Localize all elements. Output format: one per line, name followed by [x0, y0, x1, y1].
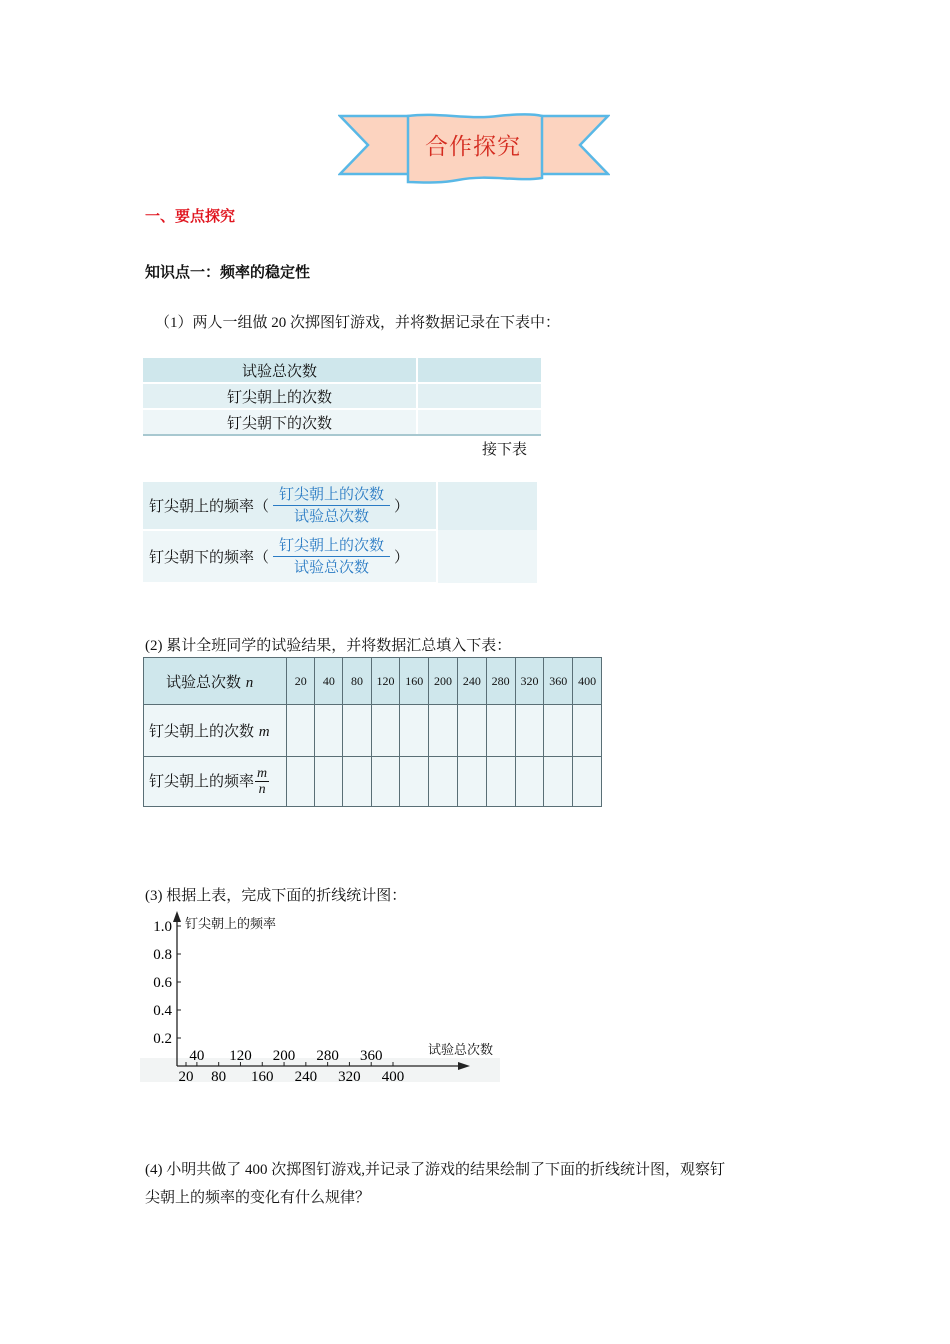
row-label: [144, 757, 287, 807]
table-row: [143, 358, 541, 383]
fraction-numerator: m: [257, 766, 268, 781]
empty-input-cell[interactable]: [457, 705, 486, 757]
frequency-fraction: [255, 766, 269, 797]
column-header: 20: [287, 658, 315, 705]
table-row: [143, 409, 541, 435]
x-tick-label-lower: 160: [251, 1069, 274, 1084]
x-tick-label-upper: 200: [272, 1048, 296, 1064]
empty-input-cell[interactable]: [287, 757, 315, 807]
empty-input-cell[interactable]: [486, 705, 515, 757]
header-label: 试验总次数: [166, 672, 242, 691]
question-3-text: (3) 根据上表，完成下面的折线统计图：: [145, 888, 407, 904]
empty-input-cell[interactable]: [457, 757, 486, 807]
empty-input-cell[interactable]: [515, 705, 544, 757]
column-header: 40: [315, 658, 343, 705]
y-tick-label: 0.6: [153, 975, 172, 991]
knowledge-point-heading: 知识点一：频率的稳定性: [145, 263, 311, 281]
empty-input-cell[interactable]: [343, 757, 371, 807]
fraction: [273, 536, 390, 577]
y-tick-label: 0.4: [153, 1003, 172, 1019]
table-row: [143, 530, 537, 583]
frequency-table: [143, 482, 537, 584]
empty-input-cell[interactable]: [437, 530, 537, 583]
fraction-denominator: 试验总次数: [294, 507, 370, 525]
question-4-text-line2: 尖朝上的频率的变化有什么规律？: [145, 1190, 371, 1206]
table-cell: [143, 530, 437, 583]
table-row: [143, 482, 537, 530]
table-row: [144, 757, 602, 807]
x-tick-label-upper: 40: [189, 1048, 205, 1064]
question-1-text: （1）两人一组做 20 次掷图钉游戏，并将数据记录在下表中：: [155, 315, 561, 331]
row-label: [144, 705, 287, 757]
empty-input-cell[interactable]: [573, 705, 602, 757]
empty-input-cell[interactable]: [486, 757, 515, 807]
x-tick-label-upper: 280: [316, 1048, 339, 1064]
freq-close-paren: ）: [394, 548, 410, 566]
frequency-line-chart: [140, 908, 510, 1084]
row-label-text: 钉尖朝上的次数: [149, 722, 255, 740]
column-header: 400: [573, 658, 602, 705]
column-header: 280: [486, 658, 515, 705]
question-2-text: (2) 累计全班同学的试验结果，并将数据汇总填入下表：: [145, 638, 512, 654]
x-tick-label-lower: 240: [294, 1069, 318, 1084]
empty-input-cell[interactable]: [417, 383, 541, 409]
empty-input-cell[interactable]: [343, 705, 371, 757]
fraction-numerator: 钉尖朝上的次数: [273, 485, 390, 506]
table-row: [144, 705, 602, 757]
table-row: [143, 383, 541, 409]
empty-input-cell[interactable]: [544, 705, 573, 757]
freq-close-paren: ）: [394, 497, 410, 515]
empty-input-cell[interactable]: [315, 757, 343, 807]
empty-input-cell[interactable]: [371, 757, 400, 807]
column-header: 160: [400, 658, 429, 705]
trial-record-table: [143, 358, 541, 436]
empty-input-cell[interactable]: [400, 757, 429, 807]
column-header: 80: [343, 658, 371, 705]
empty-input-cell[interactable]: [315, 705, 343, 757]
x-tick-label-lower: 400: [381, 1069, 405, 1084]
empty-input-cell[interactable]: [371, 705, 400, 757]
empty-input-cell[interactable]: [417, 358, 541, 383]
banner-title: 合作探究: [425, 134, 521, 160]
table-cell: 钉尖朝上的次数: [143, 383, 417, 409]
empty-input-cell[interactable]: [544, 757, 573, 807]
empty-input-cell[interactable]: [429, 757, 458, 807]
x-tick-label-lower: 80: [211, 1069, 227, 1084]
table-header-cell: [144, 658, 287, 705]
column-header: 360: [544, 658, 573, 705]
column-header: 240: [457, 658, 486, 705]
column-header: 120: [371, 658, 400, 705]
empty-input-cell[interactable]: [417, 409, 541, 435]
empty-input-cell[interactable]: [429, 705, 458, 757]
row-label-text: 钉尖朝上的频率: [149, 772, 255, 790]
empty-input-cell[interactable]: [287, 705, 315, 757]
y-axis-label: 钉尖朝上的频率: [185, 917, 277, 932]
y-tick-label: 0.2: [153, 1031, 172, 1047]
x-axis-label: 试验总次数: [428, 1043, 494, 1058]
table-cell: 钉尖朝下的次数: [143, 409, 417, 435]
question-4-text-line1: (4) 小明共做了 400 次掷图钉游戏,并记录了游戏的结果绘制了下面的折线统计图，观察钉: [145, 1162, 725, 1178]
empty-input-cell[interactable]: [573, 757, 602, 807]
empty-input-cell[interactable]: [400, 705, 429, 757]
header-variable: n: [245, 674, 254, 691]
table-cell: [143, 482, 437, 530]
empty-input-cell[interactable]: [515, 757, 544, 807]
empty-input-cell[interactable]: [437, 482, 537, 530]
column-header: 200: [429, 658, 458, 705]
y-tick-label: 1.0: [153, 919, 172, 935]
fraction-denominator: n: [258, 782, 266, 797]
fraction-numerator: 钉尖朝上的次数: [273, 536, 390, 557]
table-header-row: [144, 658, 602, 705]
x-tick-label-upper: 120: [229, 1048, 252, 1064]
freq-label: 钉尖朝下的频率（: [149, 548, 270, 566]
row-variable: m: [258, 724, 270, 740]
class-summary-table: [143, 657, 602, 807]
x-tick-label-lower: 20: [178, 1069, 194, 1084]
continue-note: 接下表: [482, 440, 528, 458]
x-tick-label-upper: 360: [359, 1048, 383, 1064]
x-tick-label-lower: 320: [338, 1069, 361, 1084]
table-cell: 试验总次数: [143, 358, 417, 383]
column-header: 320: [515, 658, 544, 705]
fraction: [273, 485, 390, 526]
y-tick-label: 0.8: [153, 947, 172, 963]
section-heading: 一、要点探究: [145, 207, 236, 225]
fraction-denominator: 试验总次数: [294, 558, 370, 576]
freq-label: 钉尖朝上的频率（: [149, 497, 270, 515]
